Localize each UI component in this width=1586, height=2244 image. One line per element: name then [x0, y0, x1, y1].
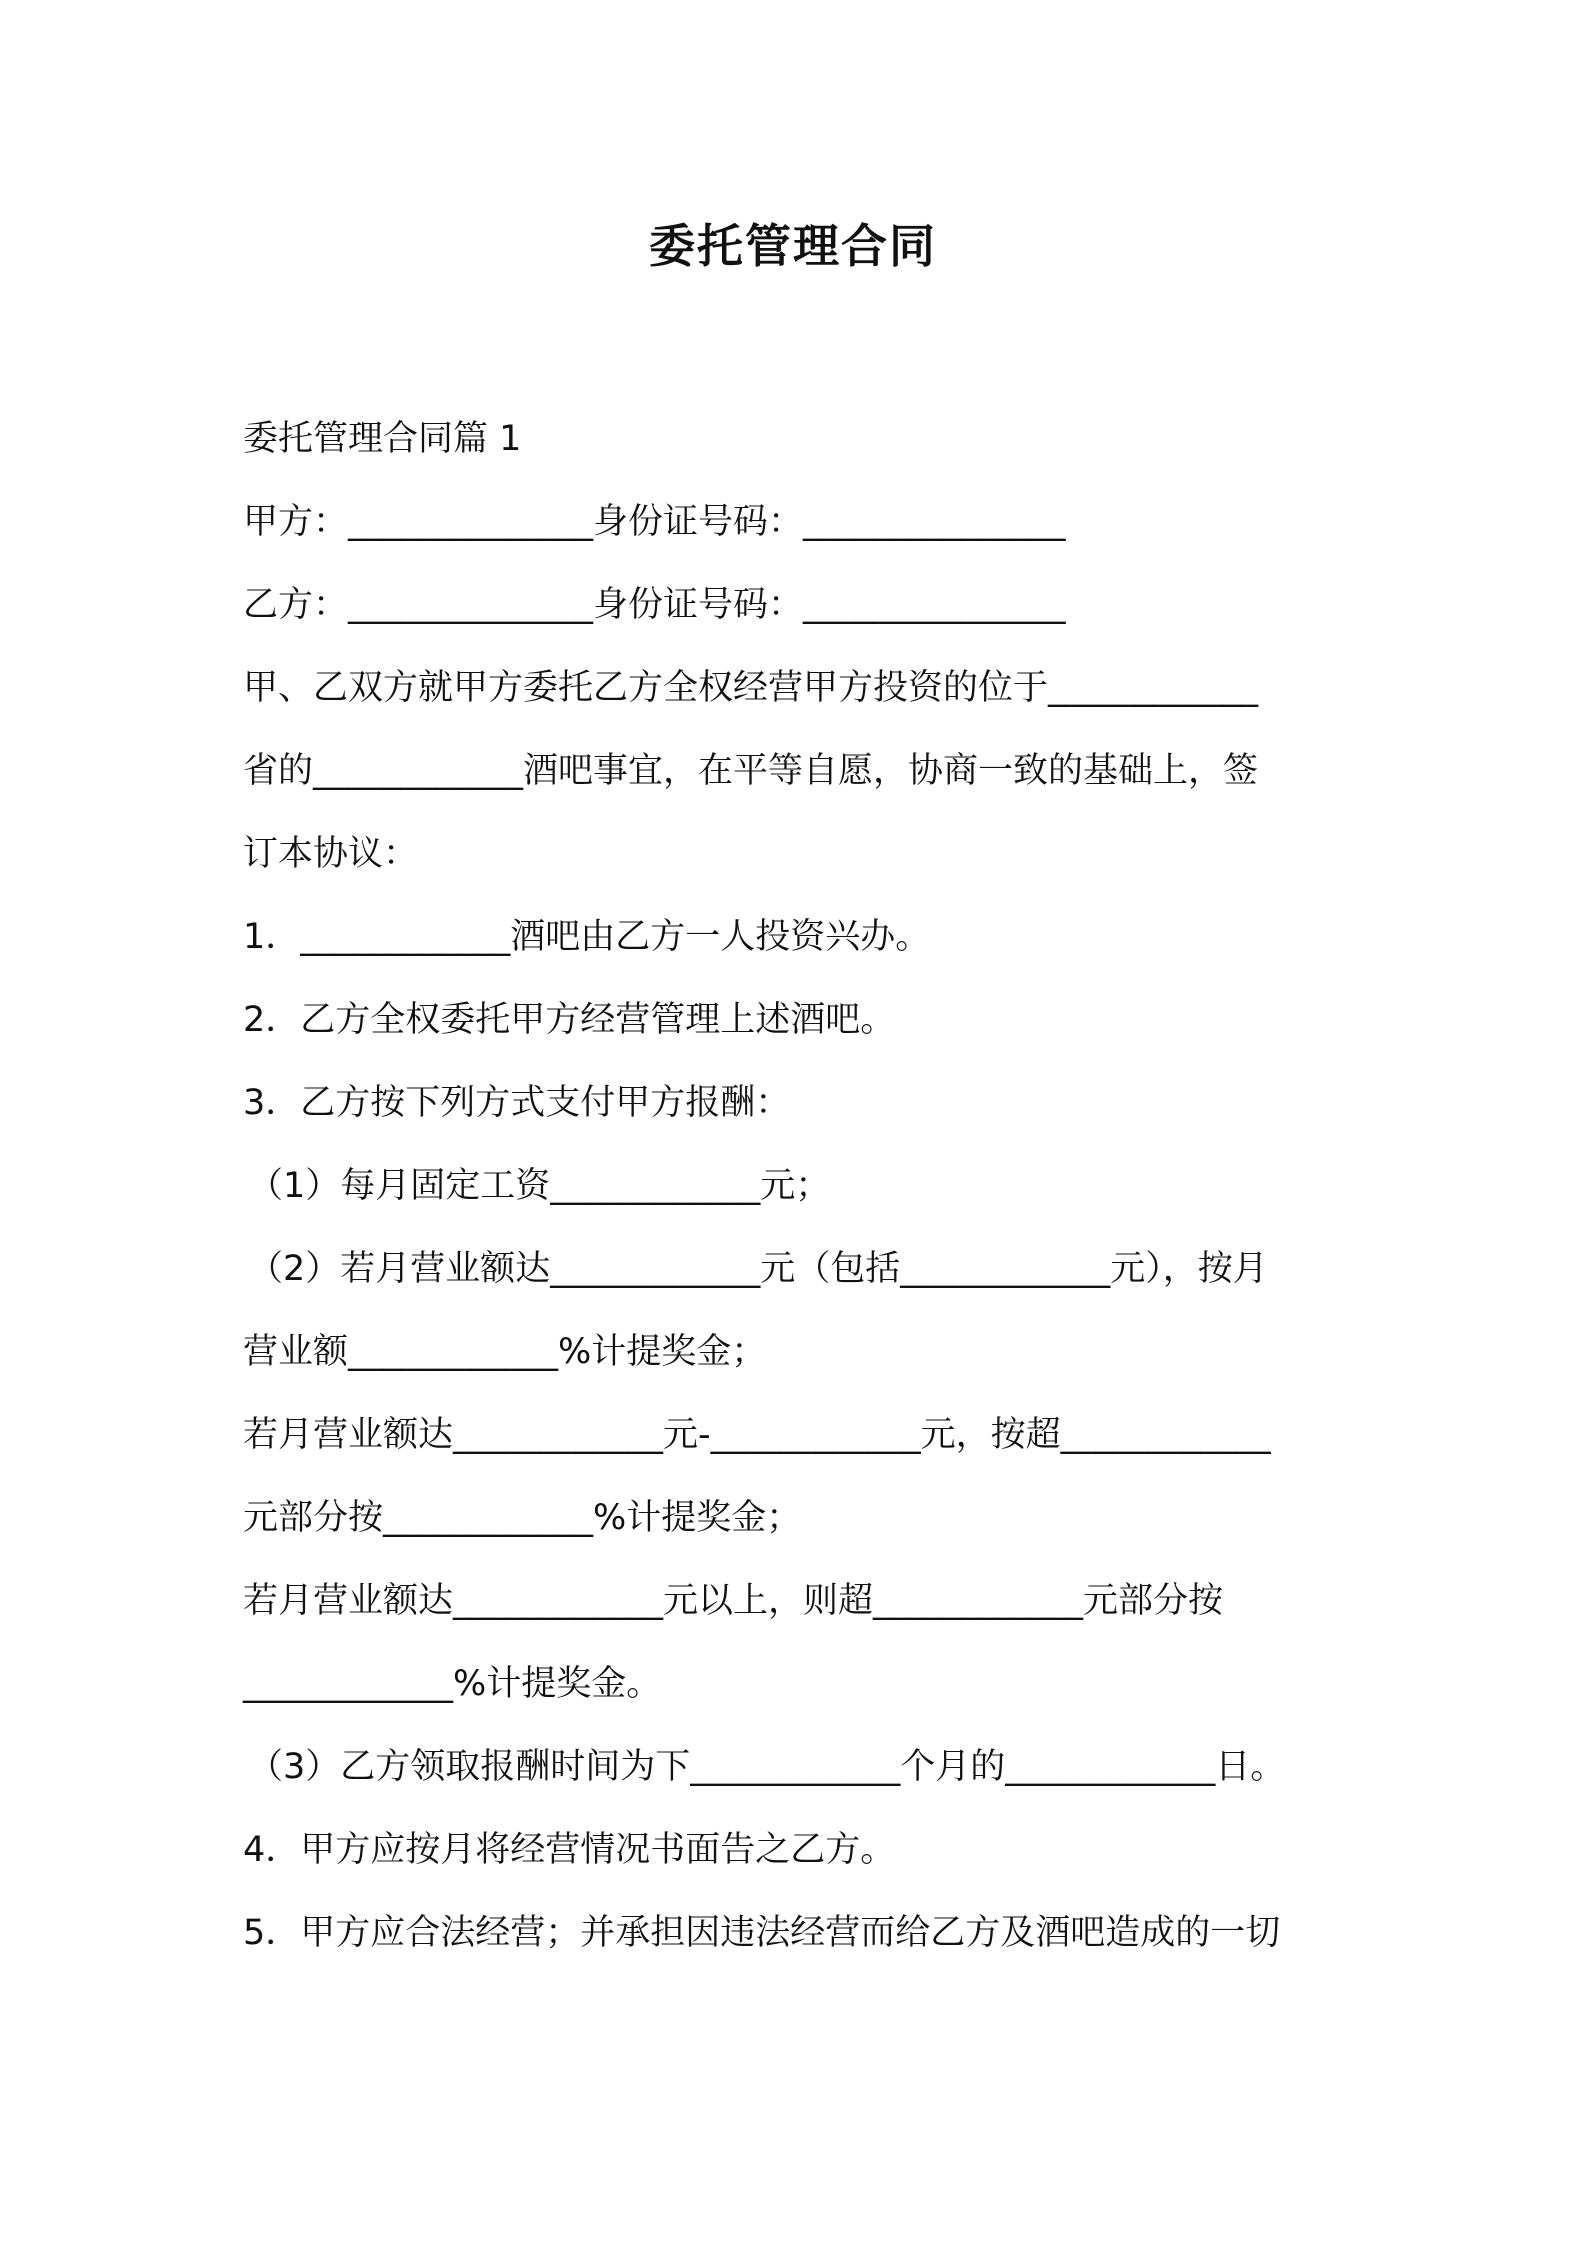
party-b-line: 乙方：______________身份证号码：_______________	[243, 585, 1066, 625]
paragraph-line: 甲、乙双方就甲方委托乙方全权经营甲方投资的位于____________	[243, 668, 1259, 708]
clause-line: 元部分按____________%计提奖金；	[243, 1498, 802, 1538]
clause-line: 若月营业额达____________元以上，则超____________元部分按	[243, 1581, 1224, 1621]
clause-line: 1．____________酒吧由乙方一人投资兴办。	[243, 917, 931, 957]
clause-line: （2）若月营业额达____________元（包括____________元），按月	[248, 1249, 1268, 1289]
party-a-line: 甲方：______________身份证号码：_______________	[243, 502, 1066, 542]
section-heading: 委托管理合同篇 1	[243, 419, 522, 459]
paragraph-line: 订本协议：	[243, 834, 419, 874]
document-title: 委托管理合同	[649, 219, 937, 273]
clause-line: 5．甲方应合法经营；并承担因违法经营而给乙方及酒吧造成的一切	[243, 1913, 1281, 1953]
clause-line: 4．甲方应按月将经营情况书面告之乙方。	[243, 1830, 896, 1870]
clause-line: 3．乙方按下列方式支付甲方报酬：	[243, 1083, 791, 1123]
paragraph-line: 省的____________酒吧事宜，在平等自愿，协商一致的基础上，签	[243, 751, 1259, 791]
clause-line: ____________%计提奖金。	[243, 1664, 662, 1704]
clause-line: （1）每月固定工资____________元；	[248, 1166, 831, 1206]
clause-line: （3）乙方领取报酬时间为下____________个月的____________日。	[248, 1747, 1286, 1787]
clause-line: 若月营业额达____________元-____________元，按超____________	[243, 1415, 1271, 1455]
clause-line: 2．乙方全权委托甲方经营管理上述酒吧。	[243, 1000, 896, 1040]
clause-line: 营业额____________%计提奖金；	[243, 1332, 767, 1372]
